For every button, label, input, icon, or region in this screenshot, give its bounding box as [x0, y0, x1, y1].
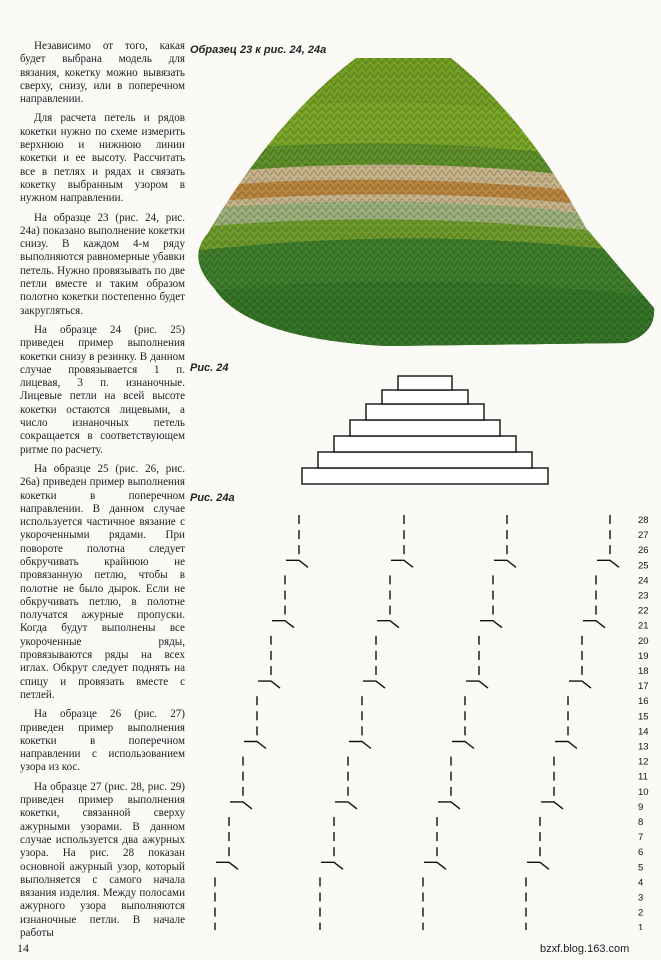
row-number-label: 23 [638, 590, 649, 602]
body-text-column [20, 40, 185, 946]
decrease-stitch-mark [216, 862, 238, 869]
decrease-stitch-mark [555, 742, 577, 749]
decrease-stitch-mark [363, 681, 385, 688]
decrease-stitch-mark [286, 560, 308, 567]
row-number-label: 1 [638, 922, 644, 930]
row-number-label: 26 [638, 545, 649, 557]
row-number-label: 4 [638, 877, 644, 889]
decrease-stitch-mark [480, 621, 502, 628]
figure-24a-chart [200, 502, 661, 930]
decrease-stitch-mark [244, 742, 266, 749]
decrease-stitch-mark [230, 802, 252, 809]
decrease-stitch-mark [349, 742, 371, 749]
row-number-label: 12 [638, 756, 649, 768]
row-number-label: 5 [638, 862, 644, 874]
paragraph: На образце 27 (рис. 28, рис. 29) приведен пример выполнения кокетки, связанной сверху ажурными узорами. В данном случае используется два ажурных узора. На рис. 28 показан основной ажурный узор, который выполняется с самого начала вязания изделия. Между полосами ажурного узора выполняются изнаночные петли. В начале работы [20, 780, 185, 939]
row-number-label: 18 [638, 666, 649, 677]
row-number-label: 9 [638, 801, 644, 813]
knitted-sample-photo [186, 58, 661, 348]
row-number-label: 14 [638, 726, 649, 738]
page-number: 14 [17, 941, 29, 955]
row-number-label: 20 [638, 635, 649, 647]
photo-caption: Образец 23 к рис. 24, 24а [190, 44, 327, 56]
fig24a-caption: Рис. 24а [190, 492, 235, 504]
decrease-stitch-mark [438, 802, 460, 809]
row-number-label: 11 [638, 771, 648, 783]
decrease-stitch-mark [569, 681, 591, 688]
decrease-stitch-mark [494, 560, 516, 567]
paragraph: На образце 26 (рис. 27) приведен пример выполнения кокетки в поперечном направлении с использованием узора из кос. [20, 708, 185, 774]
decrease-stitch-mark [424, 862, 446, 869]
decrease-stitch-mark [597, 560, 619, 567]
row-number-label: 25 [638, 560, 649, 572]
site-watermark: bzxf.blog.163.com [540, 943, 630, 955]
row-number-label: 13 [638, 741, 649, 753]
decrease-stitch-mark [583, 621, 605, 628]
decrease-stitch-mark [541, 802, 563, 809]
decrease-stitch-mark [272, 621, 294, 628]
decrease-stitch-mark [335, 802, 357, 809]
paragraph: На образце 25 (рис. 26, рис. 26а) приведен пример выполнения кокетки в поперечном направлении. В данном случае используется частичное вязание с укороченными рядами. При повороте полотна следует обкручивать крайнюю не провязанную петлю, чтобы в полотне не было дырок. Если не обкручивать петлю, в полотне получатся ажурные пропуски. Когда будут выполнены все укороченные ряды, провязываются ряды на всех иглах. Обкрут следует поднять на спицу и провязать вместе с петлей. [20, 462, 185, 701]
decrease-stitch-mark [527, 862, 549, 869]
row-number-label: 16 [638, 696, 649, 708]
paragraph: Для расчета петель и рядов кокетки нужно по схеме измерить верхнюю и нижнюю линии кокетки и ее высоту. Рассчитать все в петлях и рядах и связать кокетку выбранным узором в нужном направлении. [20, 112, 185, 205]
fig24-caption: Рис. 24 [190, 362, 229, 374]
row-number-label: 6 [638, 847, 644, 859]
row-number-label: 17 [638, 681, 649, 693]
row-number-label: 10 [638, 786, 649, 798]
paragraph: Независимо от того, какая будет выбрана модель для вязания, кокетку можно вывязать сверху, снизу, или в поперечном направлении. [20, 40, 185, 106]
paragraph: На образце 23 (рис. 24, рис. 24а) показано выполнение кокетки снизу. В каждом 4-м ряду выполняются равномерные убавки петель. Нужно провязывать по две петли вместе и таким образом полотно кокетки постепенно будет закругляться. [20, 211, 185, 317]
row-number-label: 8 [638, 817, 644, 828]
row-number-label: 28 [638, 515, 649, 526]
decrease-stitch-mark [258, 681, 280, 688]
row-number-label: 2 [638, 907, 644, 919]
row-number-label: 24 [638, 575, 649, 587]
row-number-label: 27 [638, 530, 649, 542]
row-number-label: 21 [638, 620, 649, 632]
row-number-label: 7 [638, 832, 644, 844]
row-number-label: 22 [638, 605, 649, 617]
decrease-stitch-mark [466, 681, 488, 688]
row-number-label: 3 [638, 892, 644, 904]
paragraph: На образце 24 (рис. 25) приведен пример выполнения кокетки снизу в резинку. В данном случае провязывается 1 п. лицевая, 3 п. изнаночные. Лицевые петли на всей высоте кокетки остаются лицевыми, а число изнаночных петель сокращается в соответствующем ритме по расчету. [20, 323, 185, 456]
decrease-stitch-mark [452, 742, 474, 749]
row-number-label: 19 [638, 650, 649, 662]
decrease-stitch-mark [321, 862, 343, 869]
decrease-stitch-mark [377, 621, 399, 628]
figure-24-stepped-diagram [300, 372, 560, 490]
row-number-label: 15 [638, 711, 649, 723]
decrease-stitch-mark [391, 560, 413, 567]
